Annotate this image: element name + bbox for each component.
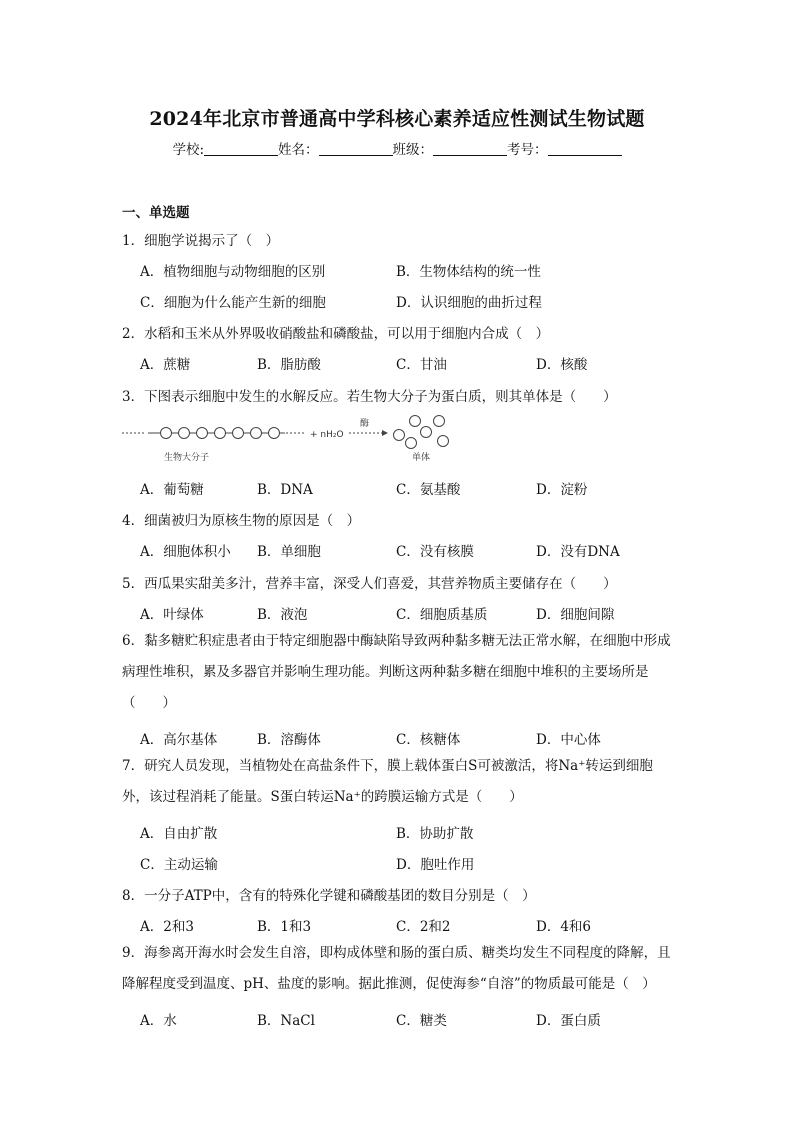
question-8-option-a[interactable]: A．2和3 [140,919,194,935]
question-8-option-c[interactable]: C．2和2 [396,919,451,935]
question-9-option-a[interactable]: A．水 [140,1013,177,1029]
question-9-option-c[interactable]: C．糖类 [396,1013,447,1029]
question-9-option-b[interactable]: B．NaCl [257,1013,315,1029]
question-4: 4．细菌被归为原核生物的原因是（ ） [122,513,361,529]
question-5: 5．西瓜果实甜美多汁，营养丰富，深受人们喜爱，其营养物质主要储存在（ ） [122,576,617,592]
class-blank[interactable] [433,141,507,156]
question-8-option-b[interactable]: B．1和3 [257,919,312,935]
question-6-option-c[interactable]: C．核糖体 [396,732,461,748]
free-monomer-circle [406,438,417,449]
question-3-option-c[interactable]: C．氨基酸 [396,482,461,498]
question-2-option-a[interactable]: A．蔗糖 [140,357,191,373]
arrow-head-icon [382,430,388,436]
free-monomer-circle [421,427,432,438]
question-6-option-d[interactable]: D．中心体 [536,732,601,748]
question-4-option-d[interactable]: D．没有DNA [536,544,620,560]
monomer-circle [233,428,244,439]
question-8-option-d[interactable]: D．4和6 [536,919,592,935]
question-9: 9．海参离开海水时会发生自溶，即构成体壁和肠的蛋白质、糖类均发生不同程度的降解，且降解程度受到温度、pH、盐度的影响。据此推测，促使海参“自溶”的物质最可能是（ ） [122,945,671,992]
question-2-option-b[interactable]: B．脂肪酸 [257,357,321,373]
monomer-label: 单体 [412,453,431,463]
question-3-option-d[interactable]: D．淀粉 [536,482,588,498]
question-1-option-a[interactable]: A．植物细胞与动物细胞的区别 [140,264,326,280]
question-5-option-a[interactable]: A．叶绿体 [140,607,204,623]
free-monomer-circle [434,416,445,427]
question-1-option-d[interactable]: D．认识细胞的曲折过程 [396,295,542,311]
question-3-option-b[interactable]: B．DNA [257,482,313,498]
exam-title: 2024年北京市普通高中学科核心素养适应性测试生物试题 [149,108,645,130]
question-2: 2．水稻和玉米从外界吸收硝酸盐和磷酸盐，可以用于细胞内合成（ ） [122,326,550,342]
question-6-option-b[interactable]: B．溶酶体 [257,732,321,748]
question-5-option-b[interactable]: B．液泡 [257,607,308,623]
question-3: 3．下图表示细胞中发生的水解反应。若生物大分子为蛋白质，则其单体是（ ） [122,389,617,405]
number-label: 考号： [507,142,548,158]
question-1-option-b[interactable]: B．生物体结构的统一性 [396,264,541,280]
question-4-option-b[interactable]: B．单细胞 [257,544,321,560]
section-heading: 一、单选题 [122,205,190,221]
question-7: 7．研究人员发现，当植物处在高盐条件下，膜上载体蛋白S可被激活，将Na⁺转运到细胞外，该过程消耗了能量。S蛋白转运Na⁺的跨膜运输方式是（ ） [122,758,653,805]
school-label: 学校: [172,142,205,158]
question-4-option-a[interactable]: A．细胞体积小 [140,544,231,560]
monomer-circle [161,428,172,439]
water-label: + nH₂O [310,430,344,440]
question-6-option-a[interactable]: A．高尔基体 [140,732,218,748]
question-7-option-b[interactable]: B．协助扩散 [396,826,474,842]
question-2-option-c[interactable]: C．甘油 [396,357,447,373]
monomer-circle [251,428,262,439]
question-5-option-c[interactable]: C．细胞质基质 [396,607,488,623]
question-7-option-a[interactable]: A．自由扩散 [140,826,218,842]
monomer-circle [269,428,280,439]
school-blank[interactable] [204,141,278,156]
macromolecule-label: 生物大分子 [164,453,210,463]
name-label: 姓名： [278,142,319,158]
class-label: 班级： [392,142,434,158]
question-2-option-d[interactable]: D．核酸 [536,357,588,373]
hydrolysis-diagram [120,413,460,465]
free-monomer-circle [410,416,421,427]
student-info-line [0,138,794,158]
question-4-option-c[interactable]: C．没有核膜 [396,544,474,560]
name-blank[interactable] [319,141,393,156]
question-1-option-c[interactable]: C．细胞为什么能产生新的细胞 [140,295,326,311]
monomer-circle [215,428,226,439]
enzyme-label: 酶 [360,419,370,429]
question-1: 1．细胞学说揭示了（ ） [122,233,280,249]
free-monomer-circle [394,430,405,441]
number-blank[interactable] [548,141,622,156]
monomer-circle [179,428,190,439]
question-6: 6．黏多糖贮积症患者由于特定细胞器中酶缺陷导致两种黏多糖无法正常水解，在细胞中形成病理性堆积，累及多器官并影响生理功能。判断这两种黏多糖在细胞中堆积的主要场所是（ ） [122,633,671,711]
question-5-option-d[interactable]: D．细胞间隙 [536,607,615,623]
question-7-option-d[interactable]: D．胞吐作用 [396,857,475,873]
free-monomer-circle [438,436,449,447]
monomer-circle [197,428,208,439]
question-9-option-d[interactable]: D．蛋白质 [536,1013,601,1029]
question-3-option-a[interactable]: A．葡萄糖 [140,482,204,498]
question-8: 8．一分子ATP中，含有的特殊化学键和磷酸基团的数目分别是（ ） [122,888,536,904]
question-7-option-c[interactable]: C．主动运输 [140,857,218,873]
